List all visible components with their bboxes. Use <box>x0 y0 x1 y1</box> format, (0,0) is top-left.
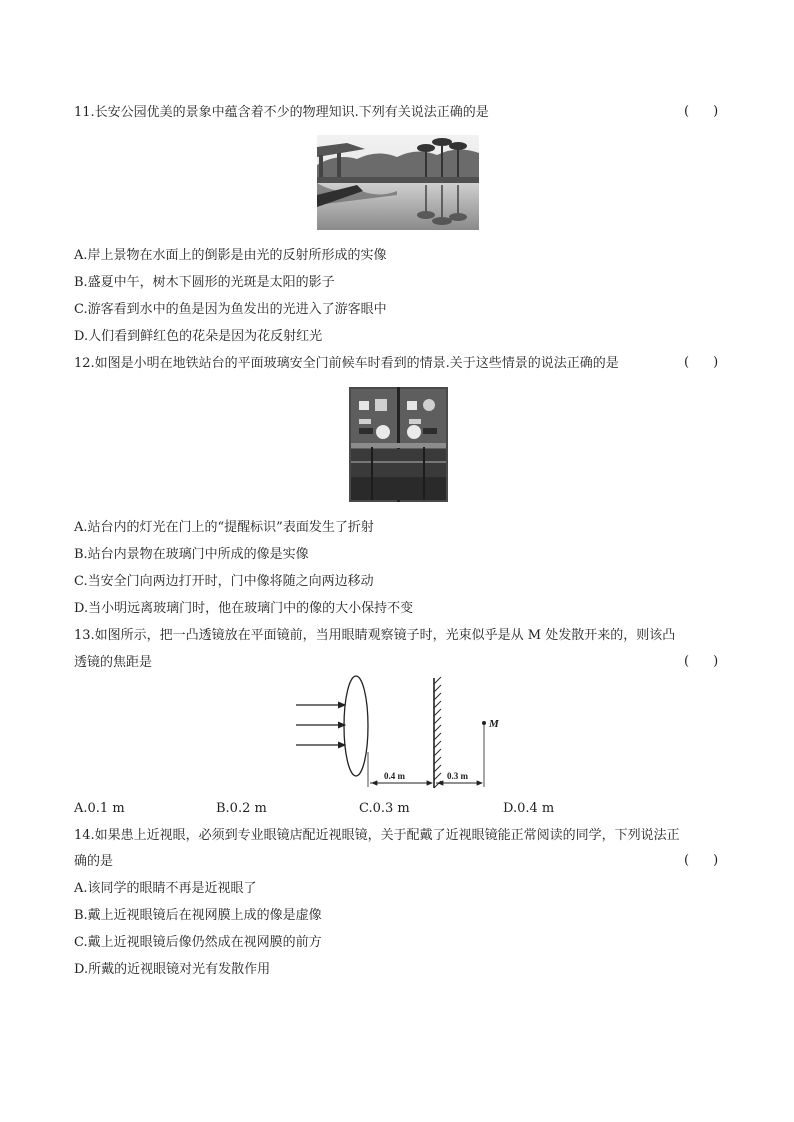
q12-stem: 12.如图是小明在地铁站台的平面玻璃安全门前候车时看到的情景.关于这些情景的说法正确的是 <box>74 356 619 371</box>
q13-option-b: B.0.2 m <box>216 801 267 816</box>
subway-door-photo <box>349 387 448 502</box>
park-pond-photo <box>317 135 479 230</box>
q12-option-c: C.当安全门向两边打开时，门中像将随之向两边移动 <box>74 574 374 589</box>
q14-option-d: D.所戴的近视眼镜对光有发散作用 <box>74 962 271 977</box>
q13-option-c: C.0.3 m <box>359 801 410 816</box>
q11-option-b: B.盛夏中午，树木下圆形的光斑是太阳的影子 <box>74 275 335 290</box>
point-m-label: M <box>489 718 499 730</box>
q14-answer-bracket: ( ) <box>684 853 719 868</box>
q13-stem-line1: 13.如图所示，把一凸透镜放在平面镜前，当用眼睛观察镜子时，光束似乎是从 M 处发散开来的，则该凸 <box>74 628 676 643</box>
q14-stem-line2: 确的是 <box>74 854 114 869</box>
q14-stem-line1: 14.如果患上近视眼，必须到专业眼镜店配近视眼镜，关于配戴了近视眼镜能正常阅读的同学，下列说法正 <box>74 828 680 843</box>
convex-lens <box>344 676 368 776</box>
q12-option-b: B.站台内景物在玻璃门中所成的像是实像 <box>74 547 309 562</box>
q13-option-a: A.0.1 m <box>74 801 125 816</box>
q11-option-d: D.人们看到鲜红色的花朵是因为花反射红光 <box>74 329 323 344</box>
q14-option-b: B.戴上近视眼镜后在视网膜上成的像是虚像 <box>74 908 322 923</box>
q12-option-d: D.当小明远离玻璃门时，他在玻璃门中的像的大小保持不变 <box>74 601 414 616</box>
q12-option-a: A.站台内的灯光在门上的“提醒标识”表面发生了折射 <box>74 520 374 535</box>
mirror-hatching <box>434 677 441 788</box>
point-m <box>482 721 486 725</box>
dimension-label-right: 0.3 m <box>447 771 468 781</box>
q11-option-c: C.游客看到水中的鱼是因为鱼发出的光进入了游客眼中 <box>74 302 387 317</box>
q14-option-c: C.戴上近视眼镜后像仍然成在视网膜的前方 <box>74 935 322 950</box>
q14-option-a: A.该同学的眼睛不再是近视眼了 <box>74 881 257 896</box>
q11-stem: 11.长安公园优美的景象中蕴含着不少的物理知识.下列有关说法正确的是 <box>74 105 489 120</box>
q11-option-a: A.岸上景物在水面上的倒影是由光的反射所形成的实像 <box>74 248 387 263</box>
q12-answer-bracket: ( ) <box>684 355 719 370</box>
q11-answer-bracket: ( ) <box>684 104 719 119</box>
q13-stem-line2: 透镜的焦距是 <box>74 655 153 670</box>
dimension-label-left: 0.4 m <box>384 771 405 781</box>
q13-option-d: D.0.4 m <box>503 801 555 816</box>
lens-mirror-diagram <box>290 672 510 790</box>
q13-answer-bracket: ( ) <box>684 654 719 669</box>
